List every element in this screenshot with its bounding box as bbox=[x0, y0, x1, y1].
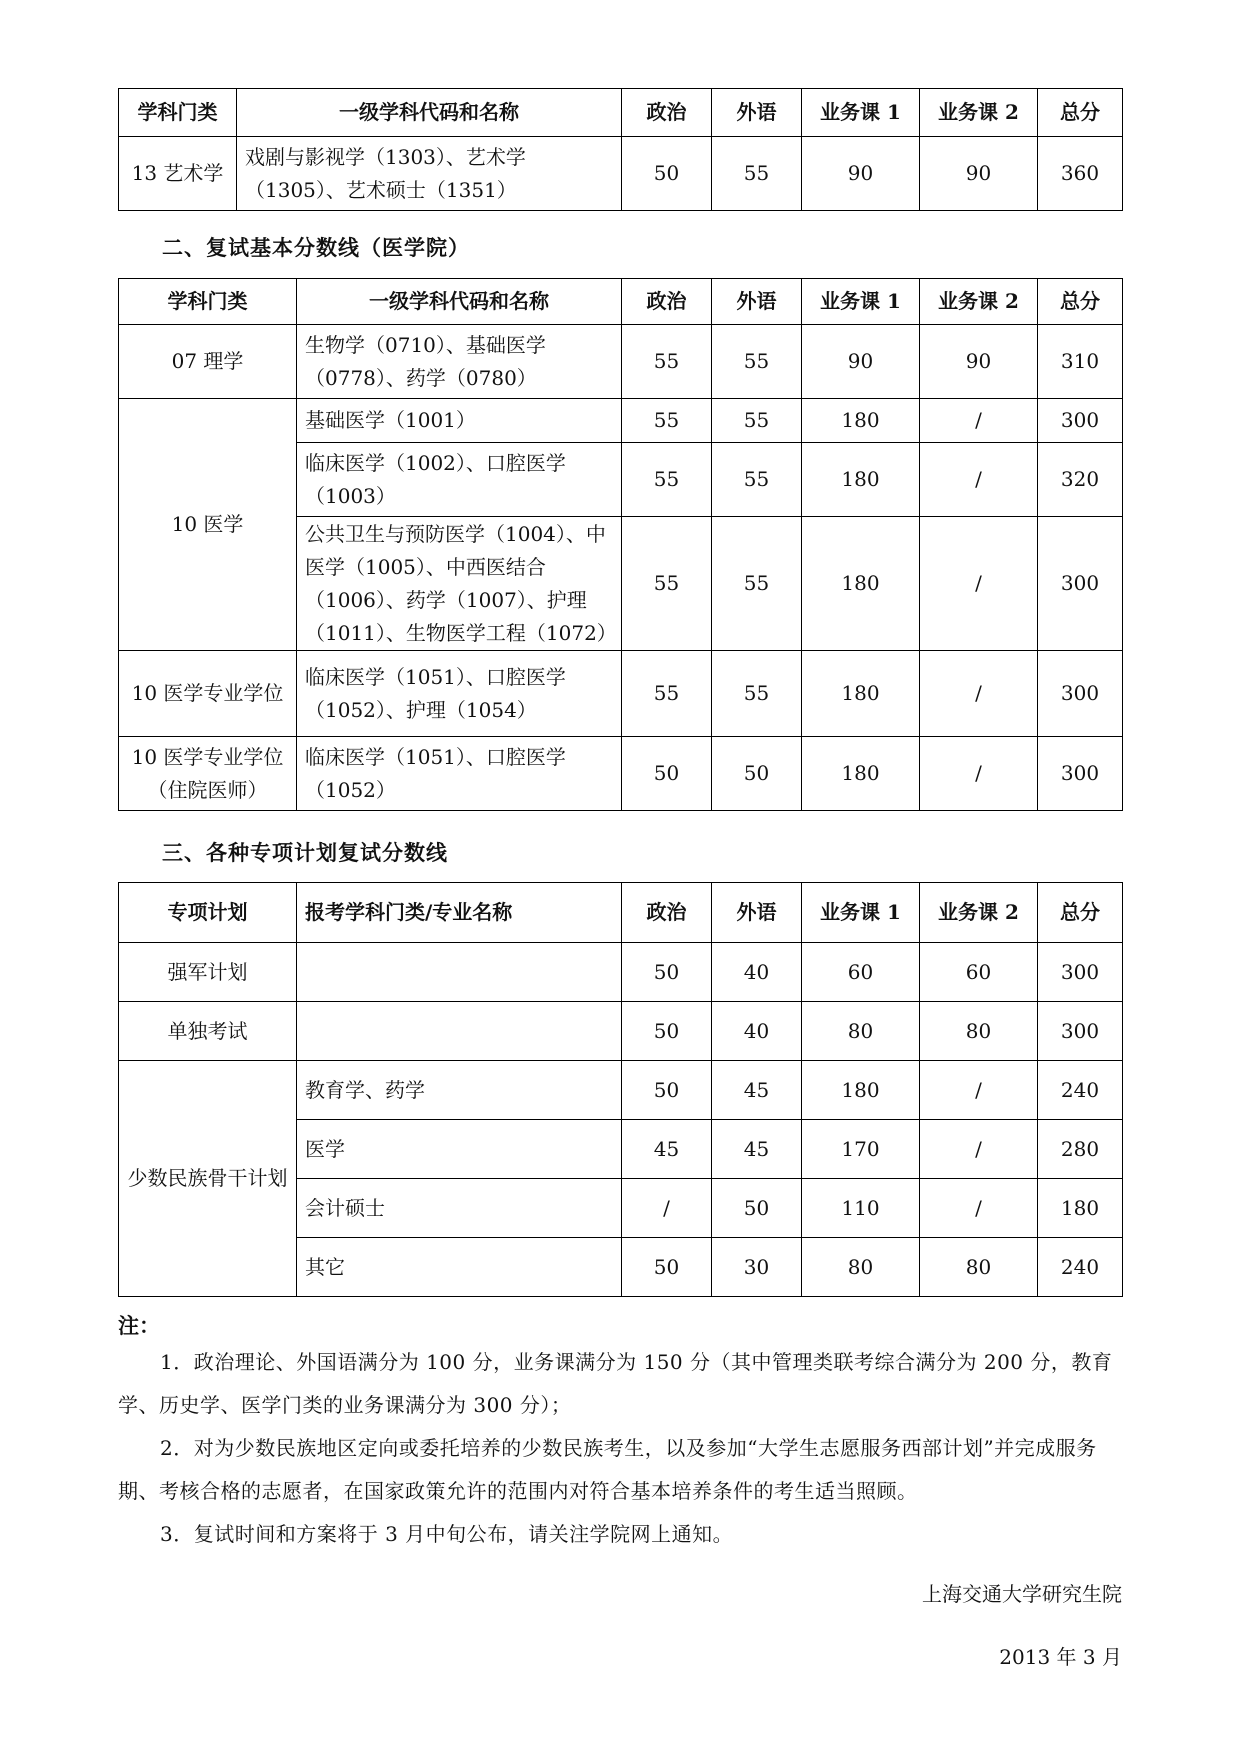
column-header: 政治 bbox=[622, 279, 712, 325]
score-cell: 30 bbox=[712, 1238, 802, 1297]
score-cell: / bbox=[920, 737, 1038, 811]
column-header: 业务课 2 bbox=[920, 883, 1038, 943]
score-cell: 110 bbox=[802, 1179, 920, 1238]
score-cell: 180 bbox=[802, 517, 920, 651]
score-cell: 180 bbox=[802, 737, 920, 811]
score-cell: / bbox=[920, 651, 1038, 737]
major-cell: 教育学、药学 bbox=[297, 1061, 622, 1120]
score-cell: 55 bbox=[712, 325, 802, 399]
score-cell: / bbox=[920, 517, 1038, 651]
column-header: 业务课 1 bbox=[802, 89, 920, 137]
column-header: 外语 bbox=[712, 883, 802, 943]
table-row bbox=[119, 1002, 1123, 1061]
score-cell: 40 bbox=[712, 943, 802, 1002]
score-cell: 55 bbox=[622, 651, 712, 737]
score-cell: 50 bbox=[622, 737, 712, 811]
score-cell: 90 bbox=[920, 137, 1038, 211]
score-cell: 55 bbox=[622, 399, 712, 443]
subject-cell: 生物学（0710）、基础医学（0778）、药学（0780） bbox=[297, 325, 622, 399]
special-plan-score-table bbox=[118, 882, 1123, 1297]
score-cell: 300 bbox=[1038, 1002, 1123, 1061]
section-title: 三、各种专项计划复试分数线 bbox=[162, 840, 448, 865]
subject-cell: 临床医学（1002）、口腔医学（1003） bbox=[297, 443, 622, 517]
column-header: 业务课 1 bbox=[802, 279, 920, 325]
notes-title: 注： bbox=[118, 1313, 160, 1338]
major-cell: 会计硕士 bbox=[297, 1179, 622, 1238]
score-cell: 55 bbox=[712, 651, 802, 737]
score-cell: 80 bbox=[920, 1002, 1038, 1061]
score-cell: 55 bbox=[622, 443, 712, 517]
note-item: 1．政治理论、外国语满分为 100 分，业务课满分为 150 分（其中管理类联考综合满分为 200 分，教育学、历史学、医学门类的业务课满分为 300 分）； bbox=[118, 1350, 1113, 1417]
score-cell: 55 bbox=[622, 325, 712, 399]
score-cell: 300 bbox=[1038, 737, 1123, 811]
score-cell: 55 bbox=[622, 517, 712, 651]
category-cell: 10 医学专业学位 bbox=[119, 651, 297, 737]
score-cell: 300 bbox=[1038, 399, 1123, 443]
score-cell: / bbox=[920, 1120, 1038, 1179]
score-cell: 180 bbox=[1038, 1179, 1123, 1238]
score-cell: 60 bbox=[920, 943, 1038, 1002]
column-header: 外语 bbox=[712, 89, 802, 137]
score-cell: 90 bbox=[920, 325, 1038, 399]
subject-cell: 临床医学（1051）、口腔医学（1052） bbox=[297, 737, 622, 811]
score-cell: 90 bbox=[802, 325, 920, 399]
category-cell: 13 艺术学 bbox=[119, 137, 237, 211]
score-cell: 55 bbox=[712, 399, 802, 443]
column-header: 专项计划 bbox=[119, 883, 297, 943]
score-cell: 55 bbox=[712, 137, 802, 211]
art-score-table bbox=[118, 88, 1123, 211]
score-cell: 80 bbox=[920, 1238, 1038, 1297]
column-header: 总分 bbox=[1038, 883, 1123, 943]
score-cell: 60 bbox=[802, 943, 920, 1002]
subject-cell: 基础医学（1001） bbox=[297, 399, 622, 443]
major-cell bbox=[297, 1002, 622, 1061]
score-cell: 280 bbox=[1038, 1120, 1123, 1179]
plan-cell: 少数民族骨干计划 bbox=[119, 1061, 297, 1297]
score-cell: 240 bbox=[1038, 1061, 1123, 1120]
score-cell: 40 bbox=[712, 1002, 802, 1061]
score-cell: 45 bbox=[712, 1061, 802, 1120]
signature-org: 上海交通大学研究生院 bbox=[922, 1582, 1122, 1606]
score-cell: 300 bbox=[1038, 517, 1123, 651]
table-row bbox=[119, 1061, 1123, 1120]
table-row bbox=[119, 651, 1123, 737]
column-header: 业务课 2 bbox=[920, 279, 1038, 325]
score-cell: / bbox=[920, 399, 1038, 443]
score-cell: 240 bbox=[1038, 1238, 1123, 1297]
score-cell: 55 bbox=[712, 443, 802, 517]
score-cell: / bbox=[920, 1179, 1038, 1238]
column-header: 学科门类 bbox=[119, 279, 297, 325]
table-row bbox=[119, 943, 1123, 1002]
column-header: 一级学科代码和名称 bbox=[297, 279, 622, 325]
score-cell: 50 bbox=[712, 737, 802, 811]
score-cell: 320 bbox=[1038, 443, 1123, 517]
score-cell: 50 bbox=[622, 1061, 712, 1120]
score-cell: 50 bbox=[622, 1238, 712, 1297]
score-cell: / bbox=[920, 1061, 1038, 1120]
major-cell: 医学 bbox=[297, 1120, 622, 1179]
column-header: 业务课 1 bbox=[802, 883, 920, 943]
table-header-row bbox=[119, 89, 1123, 137]
score-cell: 300 bbox=[1038, 651, 1123, 737]
score-cell: / bbox=[622, 1179, 712, 1238]
score-cell: 45 bbox=[712, 1120, 802, 1179]
plan-cell: 强军计划 bbox=[119, 943, 297, 1002]
note-item: 2．对为少数民族地区定向或委托培养的少数民族考生，以及参加“大学生志愿服务西部计划”并完成服务期、考核合格的志愿者，在国家政策允许的范围内对符合基本培养条件的考生适当照顾。 bbox=[118, 1436, 1097, 1503]
score-cell: 310 bbox=[1038, 325, 1123, 399]
category-cell: 10 医学 bbox=[119, 399, 297, 651]
score-cell: 80 bbox=[802, 1002, 920, 1061]
column-header: 总分 bbox=[1038, 89, 1123, 137]
column-header: 报考学科门类/专业名称 bbox=[297, 883, 622, 943]
score-cell: 50 bbox=[622, 137, 712, 211]
score-cell: 170 bbox=[802, 1120, 920, 1179]
subject-cell: 戏剧与影视学（1303）、艺术学（1305）、艺术硕士（1351） bbox=[237, 137, 622, 211]
score-cell: 180 bbox=[802, 443, 920, 517]
score-cell: 180 bbox=[802, 399, 920, 443]
subject-cell: 公共卫生与预防医学（1004）、中医学（1005）、中西医结合（1006）、药学（1007）、护理（1011）、生物医学工程（1072） bbox=[297, 517, 622, 651]
column-header: 政治 bbox=[622, 89, 712, 137]
table-row bbox=[119, 399, 1123, 443]
table-row bbox=[119, 325, 1123, 399]
score-cell: 300 bbox=[1038, 943, 1123, 1002]
score-cell: 90 bbox=[802, 137, 920, 211]
table-header-row bbox=[119, 279, 1123, 325]
major-cell bbox=[297, 943, 622, 1002]
signature-date: 2013 年 3 月 bbox=[999, 1645, 1122, 1669]
score-cell: 55 bbox=[712, 517, 802, 651]
medical-score-table bbox=[118, 278, 1123, 811]
table-header-row bbox=[119, 883, 1123, 943]
table-row bbox=[119, 137, 1123, 211]
category-cell: 10 医学专业学位（住院医师） bbox=[119, 737, 297, 811]
score-cell: 360 bbox=[1038, 137, 1123, 211]
score-cell: 50 bbox=[622, 943, 712, 1002]
score-cell: 50 bbox=[622, 1002, 712, 1061]
score-cell: 180 bbox=[802, 1061, 920, 1120]
section-title: 二、复试基本分数线（医学院） bbox=[162, 235, 470, 260]
score-cell: 50 bbox=[712, 1179, 802, 1238]
major-cell: 其它 bbox=[297, 1238, 622, 1297]
column-header: 一级学科代码和名称 bbox=[237, 89, 622, 137]
category-cell: 07 理学 bbox=[119, 325, 297, 399]
column-header: 外语 bbox=[712, 279, 802, 325]
column-header: 业务课 2 bbox=[920, 89, 1038, 137]
note-item: 3．复试时间和方案将于 3 月中旬公布，请关注学院网上通知。 bbox=[160, 1522, 734, 1546]
column-header: 学科门类 bbox=[119, 89, 237, 137]
plan-cell: 单独考试 bbox=[119, 1002, 297, 1061]
column-header: 总分 bbox=[1038, 279, 1123, 325]
score-cell: 45 bbox=[622, 1120, 712, 1179]
score-cell: 180 bbox=[802, 651, 920, 737]
subject-cell: 临床医学（1051）、口腔医学（1052）、护理（1054） bbox=[297, 651, 622, 737]
score-cell: / bbox=[920, 443, 1038, 517]
column-header: 政治 bbox=[622, 883, 712, 943]
score-cell: 80 bbox=[802, 1238, 920, 1297]
table-row bbox=[119, 737, 1123, 811]
